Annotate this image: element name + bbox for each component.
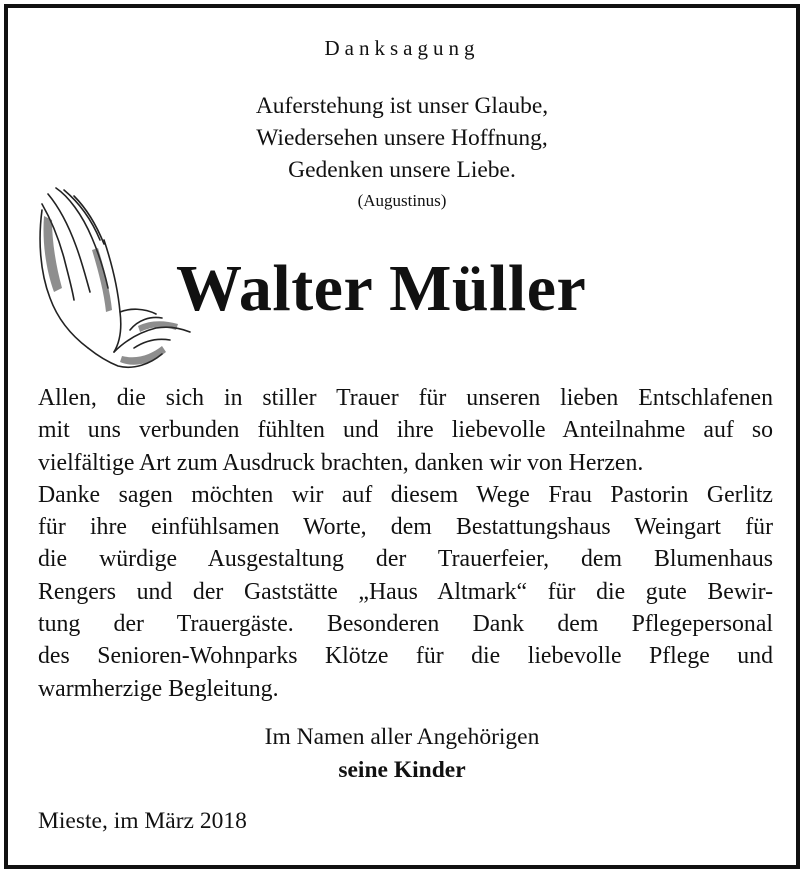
praying-hands-icon xyxy=(34,180,194,376)
signature-name: seine Kinder xyxy=(338,757,466,783)
quote xyxy=(8,90,796,186)
quote-line: Gedenken unsere Liebe. xyxy=(288,157,516,183)
place-date: Mieste, im März 2018 xyxy=(38,808,247,834)
body-line: Danke sagen möchten wir auf diesem Wege Frau Pastorin Gerlitz xyxy=(38,481,773,508)
signature-line: Im Namen aller Angehörigen xyxy=(264,724,540,750)
quote-line: Auferstehung ist unser Glaube, xyxy=(255,93,549,119)
notice-heading: Danksagung xyxy=(324,36,480,60)
body-text xyxy=(38,382,773,705)
body-line: mit uns verbunden fühlten und ihre liebevolle Anteilnahme auf so xyxy=(38,417,773,444)
body-line: die würdige Ausgestaltung der Trauerfeier, dem Blumenhaus xyxy=(38,546,773,573)
body-line: Rengers und der Gaststätte „Haus Altmark“ für die gute Bewir- xyxy=(38,578,773,605)
quote-attribution: (Augustinus) xyxy=(357,191,447,210)
body-line: des Senioren-Wohnparks Klötze für die liebevolle Pflege und xyxy=(38,643,773,670)
body-line: tung der Trauergäste. Besonderen Dank dem Pflegepersonal xyxy=(38,611,773,638)
quote-line: Wiedersehen unsere Hoffnung, xyxy=(256,125,548,151)
body-line: Allen, die sich in stiller Trauer für unseren lieben Entschlafenen xyxy=(38,385,773,411)
body-line: vielfältige Art zum Ausdruck brachten, danken wir von Herzen. xyxy=(38,449,644,476)
body-line: für ihre einfühlsamen Worte, dem Bestattungshaus Weingart für xyxy=(38,514,773,541)
body-line: warmherzige Begleitung. xyxy=(38,675,279,702)
deceased-name: Walter Müller xyxy=(176,252,587,325)
obituary-notice xyxy=(4,4,800,869)
